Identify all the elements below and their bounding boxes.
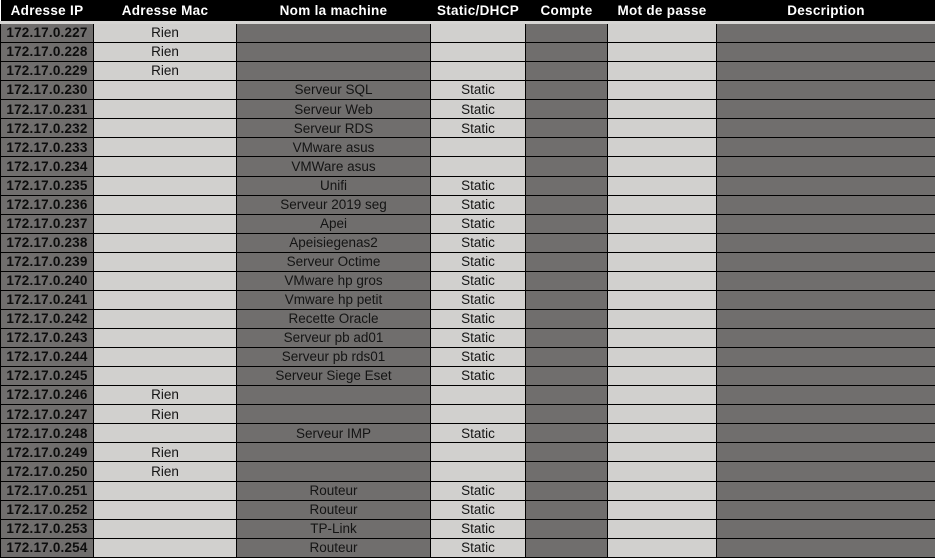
- cell-adresse-mac[interactable]: Rien: [94, 43, 237, 62]
- cell-adresse-ip[interactable]: 172.17.0.234: [1, 157, 94, 176]
- table-row: [1, 386, 935, 405]
- cell-compte[interactable]: [526, 462, 608, 481]
- cell-adresse-mac[interactable]: [94, 367, 237, 386]
- cell-nom-machine[interactable]: [237, 462, 431, 481]
- table-row: [1, 290, 935, 309]
- cell-description[interactable]: [717, 138, 935, 157]
- cell-nom-machine[interactable]: [237, 62, 431, 81]
- cell-mot-de-passe[interactable]: [608, 519, 717, 538]
- cell-nom-machine[interactable]: [237, 23, 431, 43]
- cell-description[interactable]: [717, 538, 935, 557]
- cell-description[interactable]: [717, 290, 935, 309]
- cell-mot-de-passe[interactable]: [608, 233, 717, 252]
- cell-adresse-ip[interactable]: 172.17.0.230: [1, 81, 94, 100]
- table-row: [1, 252, 935, 271]
- table-row: [1, 176, 935, 195]
- cell-mot-de-passe[interactable]: [608, 309, 717, 328]
- cell-static-dhcp[interactable]: [431, 23, 526, 43]
- cell-nom-machine[interactable]: Routeur: [237, 500, 431, 519]
- cell-mot-de-passe[interactable]: [608, 138, 717, 157]
- cell-description[interactable]: [717, 62, 935, 81]
- cell-adresse-mac[interactable]: [94, 100, 237, 119]
- cell-adresse-ip[interactable]: 172.17.0.240: [1, 271, 94, 290]
- cell-static-dhcp[interactable]: [431, 443, 526, 462]
- table-row: [1, 481, 935, 500]
- cell-compte[interactable]: [526, 62, 608, 81]
- cell-nom-machine[interactable]: [237, 443, 431, 462]
- cell-description[interactable]: [717, 424, 935, 443]
- cell-adresse-ip[interactable]: 172.17.0.250: [1, 462, 94, 481]
- cell-adresse-mac[interactable]: [94, 271, 237, 290]
- table-row: [1, 43, 935, 62]
- cell-nom-machine[interactable]: [237, 43, 431, 62]
- cell-adresse-ip[interactable]: 172.17.0.235: [1, 176, 94, 195]
- header-description[interactable]: Description: [717, 0, 935, 23]
- cell-static-dhcp[interactable]: Static: [431, 233, 526, 252]
- table-row: [1, 405, 935, 424]
- cell-adresse-ip[interactable]: 172.17.0.229: [1, 62, 94, 81]
- cell-static-dhcp[interactable]: Static: [431, 290, 526, 309]
- cell-nom-machine[interactable]: Serveur Web: [237, 100, 431, 119]
- cell-nom-machine[interactable]: Serveur pb ad01: [237, 329, 431, 348]
- cell-mot-de-passe[interactable]: [608, 329, 717, 348]
- cell-adresse-mac[interactable]: [94, 500, 237, 519]
- cell-static-dhcp[interactable]: Static: [431, 309, 526, 328]
- table-row: [1, 271, 935, 290]
- cell-description[interactable]: [717, 519, 935, 538]
- cell-adresse-mac[interactable]: [94, 309, 237, 328]
- cell-adresse-ip[interactable]: 172.17.0.247: [1, 405, 94, 424]
- table-row: [1, 138, 935, 157]
- cell-mot-de-passe[interactable]: [608, 424, 717, 443]
- cell-compte[interactable]: [526, 119, 608, 138]
- cell-mot-de-passe[interactable]: [608, 81, 717, 100]
- cell-adresse-mac[interactable]: [94, 329, 237, 348]
- cell-compte[interactable]: [526, 176, 608, 195]
- cell-adresse-ip[interactable]: 172.17.0.253: [1, 519, 94, 538]
- cell-description[interactable]: [717, 23, 935, 43]
- cell-nom-machine[interactable]: [237, 405, 431, 424]
- cell-static-dhcp[interactable]: [431, 43, 526, 62]
- cell-adresse-ip[interactable]: 172.17.0.238: [1, 233, 94, 252]
- cell-adresse-mac[interactable]: [94, 233, 237, 252]
- table-row: [1, 443, 935, 462]
- cell-compte[interactable]: [526, 233, 608, 252]
- cell-static-dhcp[interactable]: Static: [431, 481, 526, 500]
- cell-nom-machine[interactable]: VMWare asus: [237, 157, 431, 176]
- table-row: [1, 119, 935, 138]
- cell-adresse-mac[interactable]: [94, 195, 237, 214]
- cell-adresse-ip[interactable]: 172.17.0.248: [1, 424, 94, 443]
- cell-nom-machine[interactable]: Serveur Octime: [237, 252, 431, 271]
- cell-description[interactable]: [717, 309, 935, 328]
- cell-mot-de-passe[interactable]: [608, 271, 717, 290]
- cell-adresse-mac[interactable]: [94, 481, 237, 500]
- cell-mot-de-passe[interactable]: [608, 500, 717, 519]
- cell-mot-de-passe[interactable]: [608, 23, 717, 43]
- cell-adresse-ip[interactable]: 172.17.0.237: [1, 214, 94, 233]
- cell-compte[interactable]: [526, 23, 608, 43]
- cell-mot-de-passe[interactable]: [608, 43, 717, 62]
- cell-mot-de-passe[interactable]: [608, 62, 717, 81]
- cell-description[interactable]: [717, 176, 935, 195]
- cell-description[interactable]: [717, 271, 935, 290]
- cell-adresse-ip[interactable]: 172.17.0.243: [1, 329, 94, 348]
- cell-compte[interactable]: [526, 329, 608, 348]
- table-row: [1, 348, 935, 367]
- cell-compte[interactable]: [526, 348, 608, 367]
- cell-nom-machine[interactable]: Serveur RDS: [237, 119, 431, 138]
- header-adresse-mac[interactable]: Adresse Mac: [94, 0, 237, 23]
- cell-adresse-ip[interactable]: 172.17.0.249: [1, 443, 94, 462]
- cell-mot-de-passe[interactable]: [608, 386, 717, 405]
- table-row: [1, 538, 935, 557]
- cell-compte[interactable]: [526, 443, 608, 462]
- cell-static-dhcp[interactable]: Static: [431, 81, 526, 100]
- cell-nom-machine[interactable]: VMware asus: [237, 138, 431, 157]
- cell-static-dhcp[interactable]: Static: [431, 100, 526, 119]
- cell-nom-machine[interactable]: Recette Oracle: [237, 309, 431, 328]
- cell-description[interactable]: [717, 348, 935, 367]
- cell-compte[interactable]: [526, 271, 608, 290]
- cell-description[interactable]: [717, 157, 935, 176]
- cell-compte[interactable]: [526, 214, 608, 233]
- cell-mot-de-passe[interactable]: [608, 214, 717, 233]
- cell-adresse-ip[interactable]: 172.17.0.242: [1, 309, 94, 328]
- cell-compte[interactable]: [526, 100, 608, 119]
- cell-adresse-mac[interactable]: [94, 138, 237, 157]
- cell-static-dhcp[interactable]: Static: [431, 329, 526, 348]
- cell-adresse-mac[interactable]: [94, 214, 237, 233]
- cell-static-dhcp[interactable]: Static: [431, 348, 526, 367]
- cell-static-dhcp[interactable]: Static: [431, 271, 526, 290]
- table-row: [1, 424, 935, 443]
- cell-adresse-mac[interactable]: [94, 290, 237, 309]
- table-row: [1, 195, 935, 214]
- cell-nom-machine[interactable]: TP-Link: [237, 519, 431, 538]
- table-row: [1, 519, 935, 538]
- cell-description[interactable]: [717, 405, 935, 424]
- table-row: [1, 462, 935, 481]
- cell-mot-de-passe[interactable]: [608, 176, 717, 195]
- cell-compte[interactable]: [526, 405, 608, 424]
- cell-compte[interactable]: [526, 290, 608, 309]
- table-row: [1, 233, 935, 252]
- cell-mot-de-passe[interactable]: [608, 348, 717, 367]
- cell-adresse-ip[interactable]: 172.17.0.245: [1, 367, 94, 386]
- table-row: [1, 329, 935, 348]
- cell-adresse-ip[interactable]: 172.17.0.232: [1, 119, 94, 138]
- cell-static-dhcp[interactable]: Static: [431, 519, 526, 538]
- cell-adresse-mac[interactable]: Rien: [94, 62, 237, 81]
- cell-nom-machine[interactable]: Routeur: [237, 538, 431, 557]
- cell-adresse-mac[interactable]: [94, 119, 237, 138]
- cell-compte[interactable]: [526, 252, 608, 271]
- cell-adresse-ip[interactable]: 172.17.0.246: [1, 386, 94, 405]
- cell-static-dhcp[interactable]: [431, 138, 526, 157]
- cell-adresse-ip[interactable]: 172.17.0.252: [1, 500, 94, 519]
- cell-static-dhcp[interactable]: Static: [431, 500, 526, 519]
- cell-static-dhcp[interactable]: Static: [431, 424, 526, 443]
- cell-static-dhcp[interactable]: [431, 462, 526, 481]
- cell-compte[interactable]: [526, 195, 608, 214]
- cell-adresse-mac[interactable]: Rien: [94, 386, 237, 405]
- cell-description[interactable]: [717, 100, 935, 119]
- cell-description[interactable]: [717, 329, 935, 348]
- cell-compte[interactable]: [526, 43, 608, 62]
- header-row: [1, 0, 935, 23]
- cell-adresse-mac[interactable]: [94, 81, 237, 100]
- cell-adresse-mac[interactable]: [94, 157, 237, 176]
- cell-mot-de-passe[interactable]: [608, 367, 717, 386]
- cell-mot-de-passe[interactable]: [608, 405, 717, 424]
- cell-nom-machine[interactable]: Unifi: [237, 176, 431, 195]
- cell-description[interactable]: [717, 119, 935, 138]
- cell-adresse-mac[interactable]: [94, 348, 237, 367]
- table-row: [1, 500, 935, 519]
- cell-compte[interactable]: [526, 519, 608, 538]
- cell-mot-de-passe[interactable]: [608, 481, 717, 500]
- cell-description[interactable]: [717, 367, 935, 386]
- table-row: [1, 23, 935, 43]
- cell-compte[interactable]: [526, 500, 608, 519]
- cell-nom-machine[interactable]: Apei: [237, 214, 431, 233]
- cell-static-dhcp[interactable]: Static: [431, 538, 526, 557]
- table-row: [1, 62, 935, 81]
- cell-mot-de-passe[interactable]: [608, 290, 717, 309]
- cell-description[interactable]: [717, 386, 935, 405]
- cell-compte[interactable]: [526, 367, 608, 386]
- cell-nom-machine[interactable]: Vmware hp petit: [237, 290, 431, 309]
- cell-nom-machine[interactable]: Serveur IMP: [237, 424, 431, 443]
- cell-adresse-ip[interactable]: 172.17.0.236: [1, 195, 94, 214]
- cell-nom-machine[interactable]: Apeisiegenas2: [237, 233, 431, 252]
- header-compte[interactable]: Compte: [526, 0, 608, 23]
- cell-adresse-ip[interactable]: 172.17.0.233: [1, 138, 94, 157]
- cell-description[interactable]: [717, 195, 935, 214]
- cell-adresse-mac[interactable]: [94, 538, 237, 557]
- cell-adresse-ip[interactable]: 172.17.0.241: [1, 290, 94, 309]
- header-static-dhcp[interactable]: Static/DHCP: [431, 0, 526, 23]
- table-header: [1, 0, 935, 23]
- cell-description[interactable]: [717, 233, 935, 252]
- cell-mot-de-passe[interactable]: [608, 443, 717, 462]
- cell-nom-machine[interactable]: VMware hp gros: [237, 271, 431, 290]
- cell-adresse-ip[interactable]: 172.17.0.228: [1, 43, 94, 62]
- cell-static-dhcp[interactable]: [431, 157, 526, 176]
- cell-adresse-mac[interactable]: Rien: [94, 462, 237, 481]
- table-row: [1, 157, 935, 176]
- header-nom-machine[interactable]: Nom la machine: [237, 0, 431, 23]
- cell-mot-de-passe[interactable]: [608, 462, 717, 481]
- cell-static-dhcp[interactable]: Static: [431, 367, 526, 386]
- cell-static-dhcp[interactable]: Static: [431, 176, 526, 195]
- table-row: [1, 367, 935, 386]
- cell-static-dhcp[interactable]: Static: [431, 214, 526, 233]
- cell-adresse-mac[interactable]: [94, 519, 237, 538]
- header-mot-de-passe[interactable]: Mot de passe: [608, 0, 717, 23]
- cell-adresse-mac[interactable]: Rien: [94, 23, 237, 43]
- cell-compte[interactable]: [526, 481, 608, 500]
- cell-description[interactable]: [717, 462, 935, 481]
- cell-mot-de-passe[interactable]: [608, 100, 717, 119]
- cell-adresse-mac[interactable]: Rien: [94, 405, 237, 424]
- cell-static-dhcp[interactable]: Static: [431, 252, 526, 271]
- cell-compte[interactable]: [526, 538, 608, 557]
- cell-adresse-ip[interactable]: 172.17.0.227: [1, 23, 94, 43]
- cell-description[interactable]: [717, 43, 935, 62]
- cell-nom-machine[interactable]: Serveur SQL: [237, 81, 431, 100]
- cell-mot-de-passe[interactable]: [608, 252, 717, 271]
- cell-mot-de-passe[interactable]: [608, 538, 717, 557]
- cell-description[interactable]: [717, 500, 935, 519]
- cell-adresse-mac[interactable]: [94, 424, 237, 443]
- cell-description[interactable]: [717, 214, 935, 233]
- cell-adresse-ip[interactable]: 172.17.0.254: [1, 538, 94, 557]
- cell-static-dhcp[interactable]: Static: [431, 119, 526, 138]
- cell-mot-de-passe[interactable]: [608, 157, 717, 176]
- cell-nom-machine[interactable]: Serveur 2019 seg: [237, 195, 431, 214]
- cell-compte[interactable]: [526, 309, 608, 328]
- cell-adresse-ip[interactable]: 172.17.0.244: [1, 348, 94, 367]
- cell-compte[interactable]: [526, 424, 608, 443]
- cell-static-dhcp[interactable]: [431, 405, 526, 424]
- cell-static-dhcp[interactable]: [431, 62, 526, 81]
- cell-adresse-mac[interactable]: Rien: [94, 443, 237, 462]
- cell-adresse-ip[interactable]: 172.17.0.251: [1, 481, 94, 500]
- cell-adresse-ip[interactable]: 172.17.0.239: [1, 252, 94, 271]
- cell-nom-machine[interactable]: Serveur pb rds01: [237, 348, 431, 367]
- cell-nom-machine[interactable]: Serveur Siege Eset: [237, 367, 431, 386]
- table-row: [1, 214, 935, 233]
- cell-static-dhcp[interactable]: [431, 386, 526, 405]
- cell-nom-machine[interactable]: Routeur: [237, 481, 431, 500]
- table-row: [1, 100, 935, 119]
- cell-description[interactable]: [717, 481, 935, 500]
- cell-description[interactable]: [717, 443, 935, 462]
- cell-description[interactable]: [717, 81, 935, 100]
- cell-description[interactable]: [717, 252, 935, 271]
- table-body: [1, 23, 935, 558]
- header-adresse-ip[interactable]: Adresse IP: [1, 0, 94, 23]
- table-row: [1, 81, 935, 100]
- cell-adresse-mac[interactable]: [94, 176, 237, 195]
- cell-adresse-ip[interactable]: 172.17.0.231: [1, 100, 94, 119]
- cell-mot-de-passe[interactable]: [608, 119, 717, 138]
- cell-compte[interactable]: [526, 157, 608, 176]
- cell-adresse-mac[interactable]: [94, 252, 237, 271]
- cell-static-dhcp[interactable]: Static: [431, 195, 526, 214]
- cell-compte[interactable]: [526, 386, 608, 405]
- cell-nom-machine[interactable]: [237, 386, 431, 405]
- cell-compte[interactable]: [526, 138, 608, 157]
- cell-mot-de-passe[interactable]: [608, 195, 717, 214]
- table-row: [1, 309, 935, 328]
- cell-compte[interactable]: [526, 81, 608, 100]
